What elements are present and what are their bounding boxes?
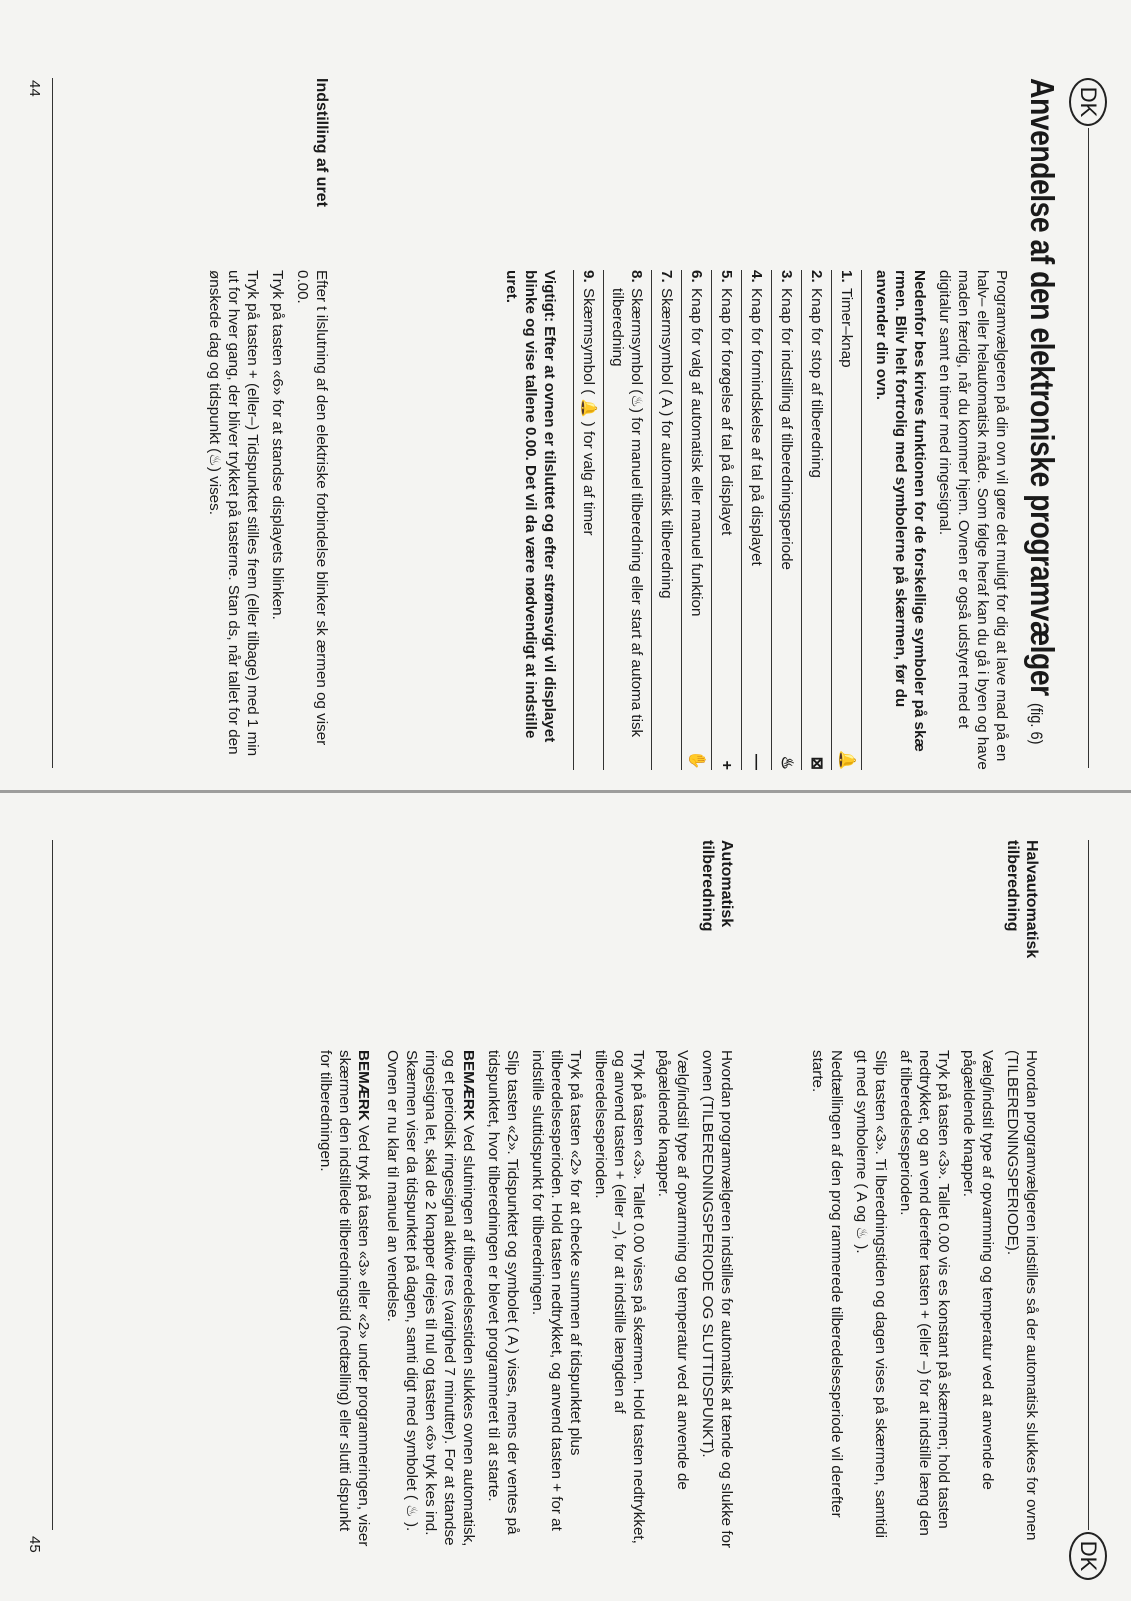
note-2-text: Ved tryk på tasten «3» eller «2» under programmeringen, viser skærmen den indstillede tilberedningstid (nedtælling) eller slutti dspunkt for tilberedningen. xyxy=(317,1050,372,1547)
clock-paragraph-1: Efter t ilslutning af den elektriske forbindelse blinker sk ærmen og viser 0.00. xyxy=(294,270,330,746)
note-1-label: BEMÆRK xyxy=(460,1050,477,1121)
language-badge: DK xyxy=(1069,1532,1107,1580)
note-1-text: Ved slutningen af tilberedelsestiden slukkes ovnen automatisk, og et periodisk ringesignal aktive res (varighed 7 minutter). For at standse ringesigna let, skal de 2 knapper drejes til nul og tasten «6» tryk kes ind. Skærmen viser da tidspunktet på dagen, samti digt med symbolet ( ♨ ). Ovnen er nu klar til manuel an vendelse. xyxy=(384,1050,477,1547)
note-2-label: BEMÆRK xyxy=(355,1050,372,1121)
footer-rule xyxy=(52,78,53,768)
intro-column xyxy=(496,270,1011,770)
auto-paragraph-1: Hvordan programvælgeren indstilles for automatisk at tænde og slukke for ovnen (TILBEREDNINGSPERIODE OG SLUTTIDSPUNKT). xyxy=(699,1050,735,1549)
list-item: 5. Knap for forøgelse af tal på displayet + xyxy=(711,270,741,770)
auto-paragraph-3: Tryk på tasten «3». Tallet 0.00 vises på skærmen. Hold tasten nedtrykket, og anvend tasten + (eller –), for at indstille længden af tilberedelsesperioden. xyxy=(592,1050,647,1544)
page-number: 44 xyxy=(26,80,43,97)
cooking-pot-icon: ♨ xyxy=(778,755,795,770)
title-figure-ref: (fig. 6) xyxy=(1027,703,1046,745)
semi-auto-heading: Halvautomatisk tilberedning xyxy=(1004,840,1040,959)
semi-auto-column xyxy=(802,1050,1041,1550)
header-rule xyxy=(1088,128,1089,768)
minus-icon: — xyxy=(748,754,765,770)
auto-paragraph-5: Slip tasten «2». Tidspunktet og symbolet ( A ) vises, mens der ventes på tidspunktet, hvor tilberedningen er blevet programmeret til at starte. xyxy=(485,1050,521,1535)
semi-paragraph-1: Hvordan programvælgeren indstilles så der automatisk slukkes for ovnen (TILBEREDNINGSPERIODE). xyxy=(1004,1050,1040,1541)
semi-paragraph-3: Tryk på tasten «3». Tallet 0.00 vis es konstant på skærmen; hold tasten nedtrykket, og an vend derefter tasten + (eller –) for at indstille læng den af tilberedelsesperioden. xyxy=(897,1050,952,1536)
page-number: 45 xyxy=(26,1536,43,1553)
list-item: 3. Knap for indstilling af tilberedningsperiode ♨ xyxy=(771,270,801,770)
intro-bold-paragraph: Nedenfor bes krives funktionen for de forskellige symboler på skæ rmen. Bliv helt fortrolig med symbolerne på skærmen, før du anvender din ovn. xyxy=(873,270,928,752)
list-item: 1. Timer–knap 🔔 xyxy=(831,270,861,770)
list-item: 4. Knap for formindskelse af tal på displayet — xyxy=(741,270,771,770)
clock-heading: Indstilling af uret xyxy=(313,78,330,207)
note-2 xyxy=(316,1050,373,1550)
header-rule xyxy=(1088,840,1089,1530)
clock-column xyxy=(199,270,331,770)
footer-rule xyxy=(52,840,53,1530)
bell-icon: 🔔 xyxy=(838,750,855,770)
page-title xyxy=(1023,78,1061,744)
right-page xyxy=(0,800,1131,1600)
stop-icon: ⊠ xyxy=(808,756,825,770)
left-page xyxy=(0,0,1131,800)
auto-heading: Automatisk tilberedning xyxy=(699,840,735,932)
hand-icon: ✋ xyxy=(688,750,705,770)
page-fold xyxy=(0,790,1131,793)
title-text: Anvendelse af den elektroniske programvælger xyxy=(1024,78,1061,696)
plus-icon: + xyxy=(718,760,735,770)
intro-paragraph: Programvælgeren på din ovn vil gøre det muligt for dig at lave mad på en halv– eller helautomatisk måde. Som følge heraf kan du gå i byen og have maden færdig, når du kommer hjem. Ovnen er også udstyret med et digitalur samt en timer med ringesignal. xyxy=(936,270,1010,770)
auto-paragraph-4: Tryk på tasten «2» for at checke summen af tidspunktet plus tilberedelsesperioden. Hold tasten nedtrykket, og anvend tasten + for at indstille sluttidspunkt for tilberedningen. xyxy=(529,1050,584,1531)
list-item: 6. Knap for valg af automatisk eller manuel funktion ✋ xyxy=(681,270,711,770)
language-badge: DK xyxy=(1069,78,1107,126)
list-item: 2. Knap for stop af tilberedning ⊠ xyxy=(801,270,831,770)
note-1 xyxy=(383,1050,478,1550)
semi-paragraph-2: Vælg/indstil type af opvarmning og temperatur ved at anvende de pågældende knapper. xyxy=(960,1050,996,1490)
important-note: Vigtigt: Efter at ovnen er tilsluttet og efter strømsvigt vil displayet blinke og vise tallene 0.00. Det vil da være nødvendigt at indstille uret. xyxy=(503,270,558,743)
list-item: 7. Skærmsymbol ( A ) for automatisk tilberedning xyxy=(651,270,681,770)
clock-paragraph-2: Tryk på tasten «6» for at standse displayets blinken. xyxy=(269,270,286,620)
auto-paragraph-2: Vælg/indstil type af opvarmning og temperatur ved at anvende de pågældende knapper. xyxy=(655,1050,691,1490)
function-list xyxy=(573,270,862,770)
semi-paragraph-5: Nedtællingen af den prog rammerede tilberedelsesperiode vil derefter starte. xyxy=(809,1050,845,1518)
auto-column xyxy=(310,1050,736,1550)
list-item: 8. Skærmsymbol (♨) for manuel tilberedning eller start af automa tisk tilberedning xyxy=(603,270,651,770)
list-item: 9. Skærmsymbol ( 🔔 ) for valg af timer xyxy=(573,270,603,770)
clock-paragraph-3: Tryk på tasten + (eller–) Tidspunktet stilles frem (eller tilbage) med 1 min ut for hver gang, der bliver trykket på tasterne. Stan ds, når tallet for den ønskede dag og tidspunkt (♨) vises. xyxy=(206,270,261,757)
semi-paragraph-4: Slip tasten «3». Ti lberedningstiden og dagen vises på skærmen, samtidi gt med symbolerne ( A og ♨ ). xyxy=(853,1050,889,1538)
